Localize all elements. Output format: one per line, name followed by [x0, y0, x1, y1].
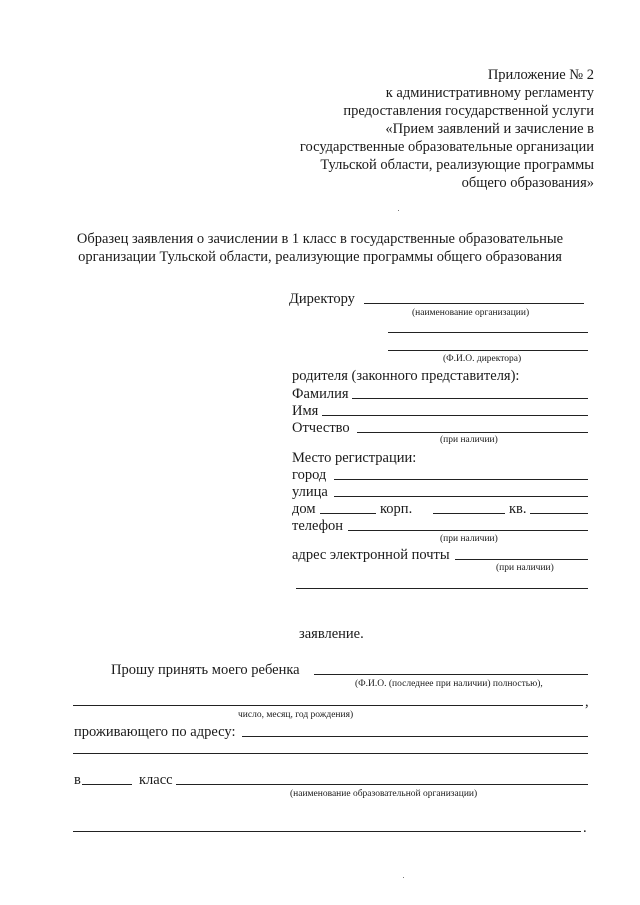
- scan-speck-bottom: [403, 877, 404, 878]
- header-line-5: государственные образовательные организации: [299, 139, 594, 155]
- organization-name-caption: (наименование организации): [412, 308, 530, 318]
- building-label: корп.: [380, 501, 413, 517]
- email-field[interactable]: [455, 559, 588, 560]
- patronymic-field[interactable]: [357, 432, 588, 433]
- apartment-field[interactable]: [530, 513, 588, 514]
- house-label: дом: [292, 501, 316, 517]
- residence-label: проживающего по адресу:: [74, 724, 236, 740]
- title-line-2: организации Тульской области, реализующие программы общего образования: [78, 249, 562, 265]
- class-number-field[interactable]: [82, 784, 132, 785]
- organization-name-field[interactable]: [364, 303, 584, 304]
- patronymic-caption: (при наличии): [440, 435, 498, 445]
- surname-field[interactable]: [352, 398, 588, 399]
- header-line-3: предоставления государственной услуги: [343, 103, 594, 119]
- phone-caption: (при наличии): [440, 534, 498, 544]
- child-fio-caption: (Ф.И.О. (последнее при наличии) полностью),: [355, 679, 543, 689]
- header-line-2: к административному регламенту: [385, 85, 594, 101]
- comma: ,: [585, 694, 589, 710]
- end-period: .: [583, 820, 587, 836]
- school-name-caption: (наименование образовательной организации): [290, 789, 478, 799]
- header-line-6: Тульской области, реализующие программы: [320, 157, 594, 173]
- application-heading: заявление.: [299, 626, 364, 642]
- street-label: улица: [292, 484, 328, 500]
- phone-label: телефон: [292, 518, 344, 534]
- patronymic-label: Отчество: [292, 420, 350, 436]
- registration-label: Место регистрации:: [292, 450, 417, 466]
- city-label: город: [292, 467, 327, 483]
- house-field[interactable]: [320, 513, 376, 514]
- email-label: адрес электронной почты: [292, 547, 450, 563]
- name-label: Имя: [292, 403, 319, 419]
- title-line-1: Образец заявления о зачислении в 1 класс в государственные образовательные: [76, 231, 564, 247]
- director-fio-caption: (Ф.И.О. директора): [443, 354, 522, 364]
- parent-label: родителя (законного представителя):: [292, 368, 520, 384]
- residence-field[interactable]: [242, 736, 588, 737]
- request-label: Прошу принять моего ребенка: [111, 662, 300, 678]
- school-name-field-2[interactable]: [73, 831, 581, 832]
- director-fio-field-2[interactable]: [388, 350, 588, 351]
- header-line-1: Приложение № 2: [487, 67, 594, 83]
- birth-date-caption: число, месяц, год рождения): [238, 710, 354, 720]
- director-fio-field-1[interactable]: [388, 332, 588, 333]
- name-field[interactable]: [322, 415, 588, 416]
- apartment-label: кв.: [509, 501, 527, 517]
- building-field[interactable]: [433, 513, 505, 514]
- scan-speck: [398, 210, 399, 211]
- email-extra-field[interactable]: [296, 588, 588, 589]
- child-fio-field[interactable]: [314, 674, 588, 675]
- phone-field[interactable]: [348, 530, 588, 531]
- residence-field-2[interactable]: [73, 753, 588, 754]
- street-field[interactable]: [334, 496, 588, 497]
- city-field[interactable]: [334, 479, 588, 480]
- child-birth-field[interactable]: [73, 705, 583, 706]
- surname-label: Фамилия: [292, 386, 349, 402]
- director-label: Директору: [289, 291, 355, 307]
- in-label: в: [74, 772, 81, 788]
- header-line-7: общего образования»: [461, 175, 594, 191]
- school-name-field[interactable]: [176, 784, 588, 785]
- header-line-4: «Прием заявлений и зачисление в: [385, 121, 594, 137]
- email-caption: (при наличии): [496, 563, 554, 573]
- class-label: класс: [139, 772, 173, 788]
